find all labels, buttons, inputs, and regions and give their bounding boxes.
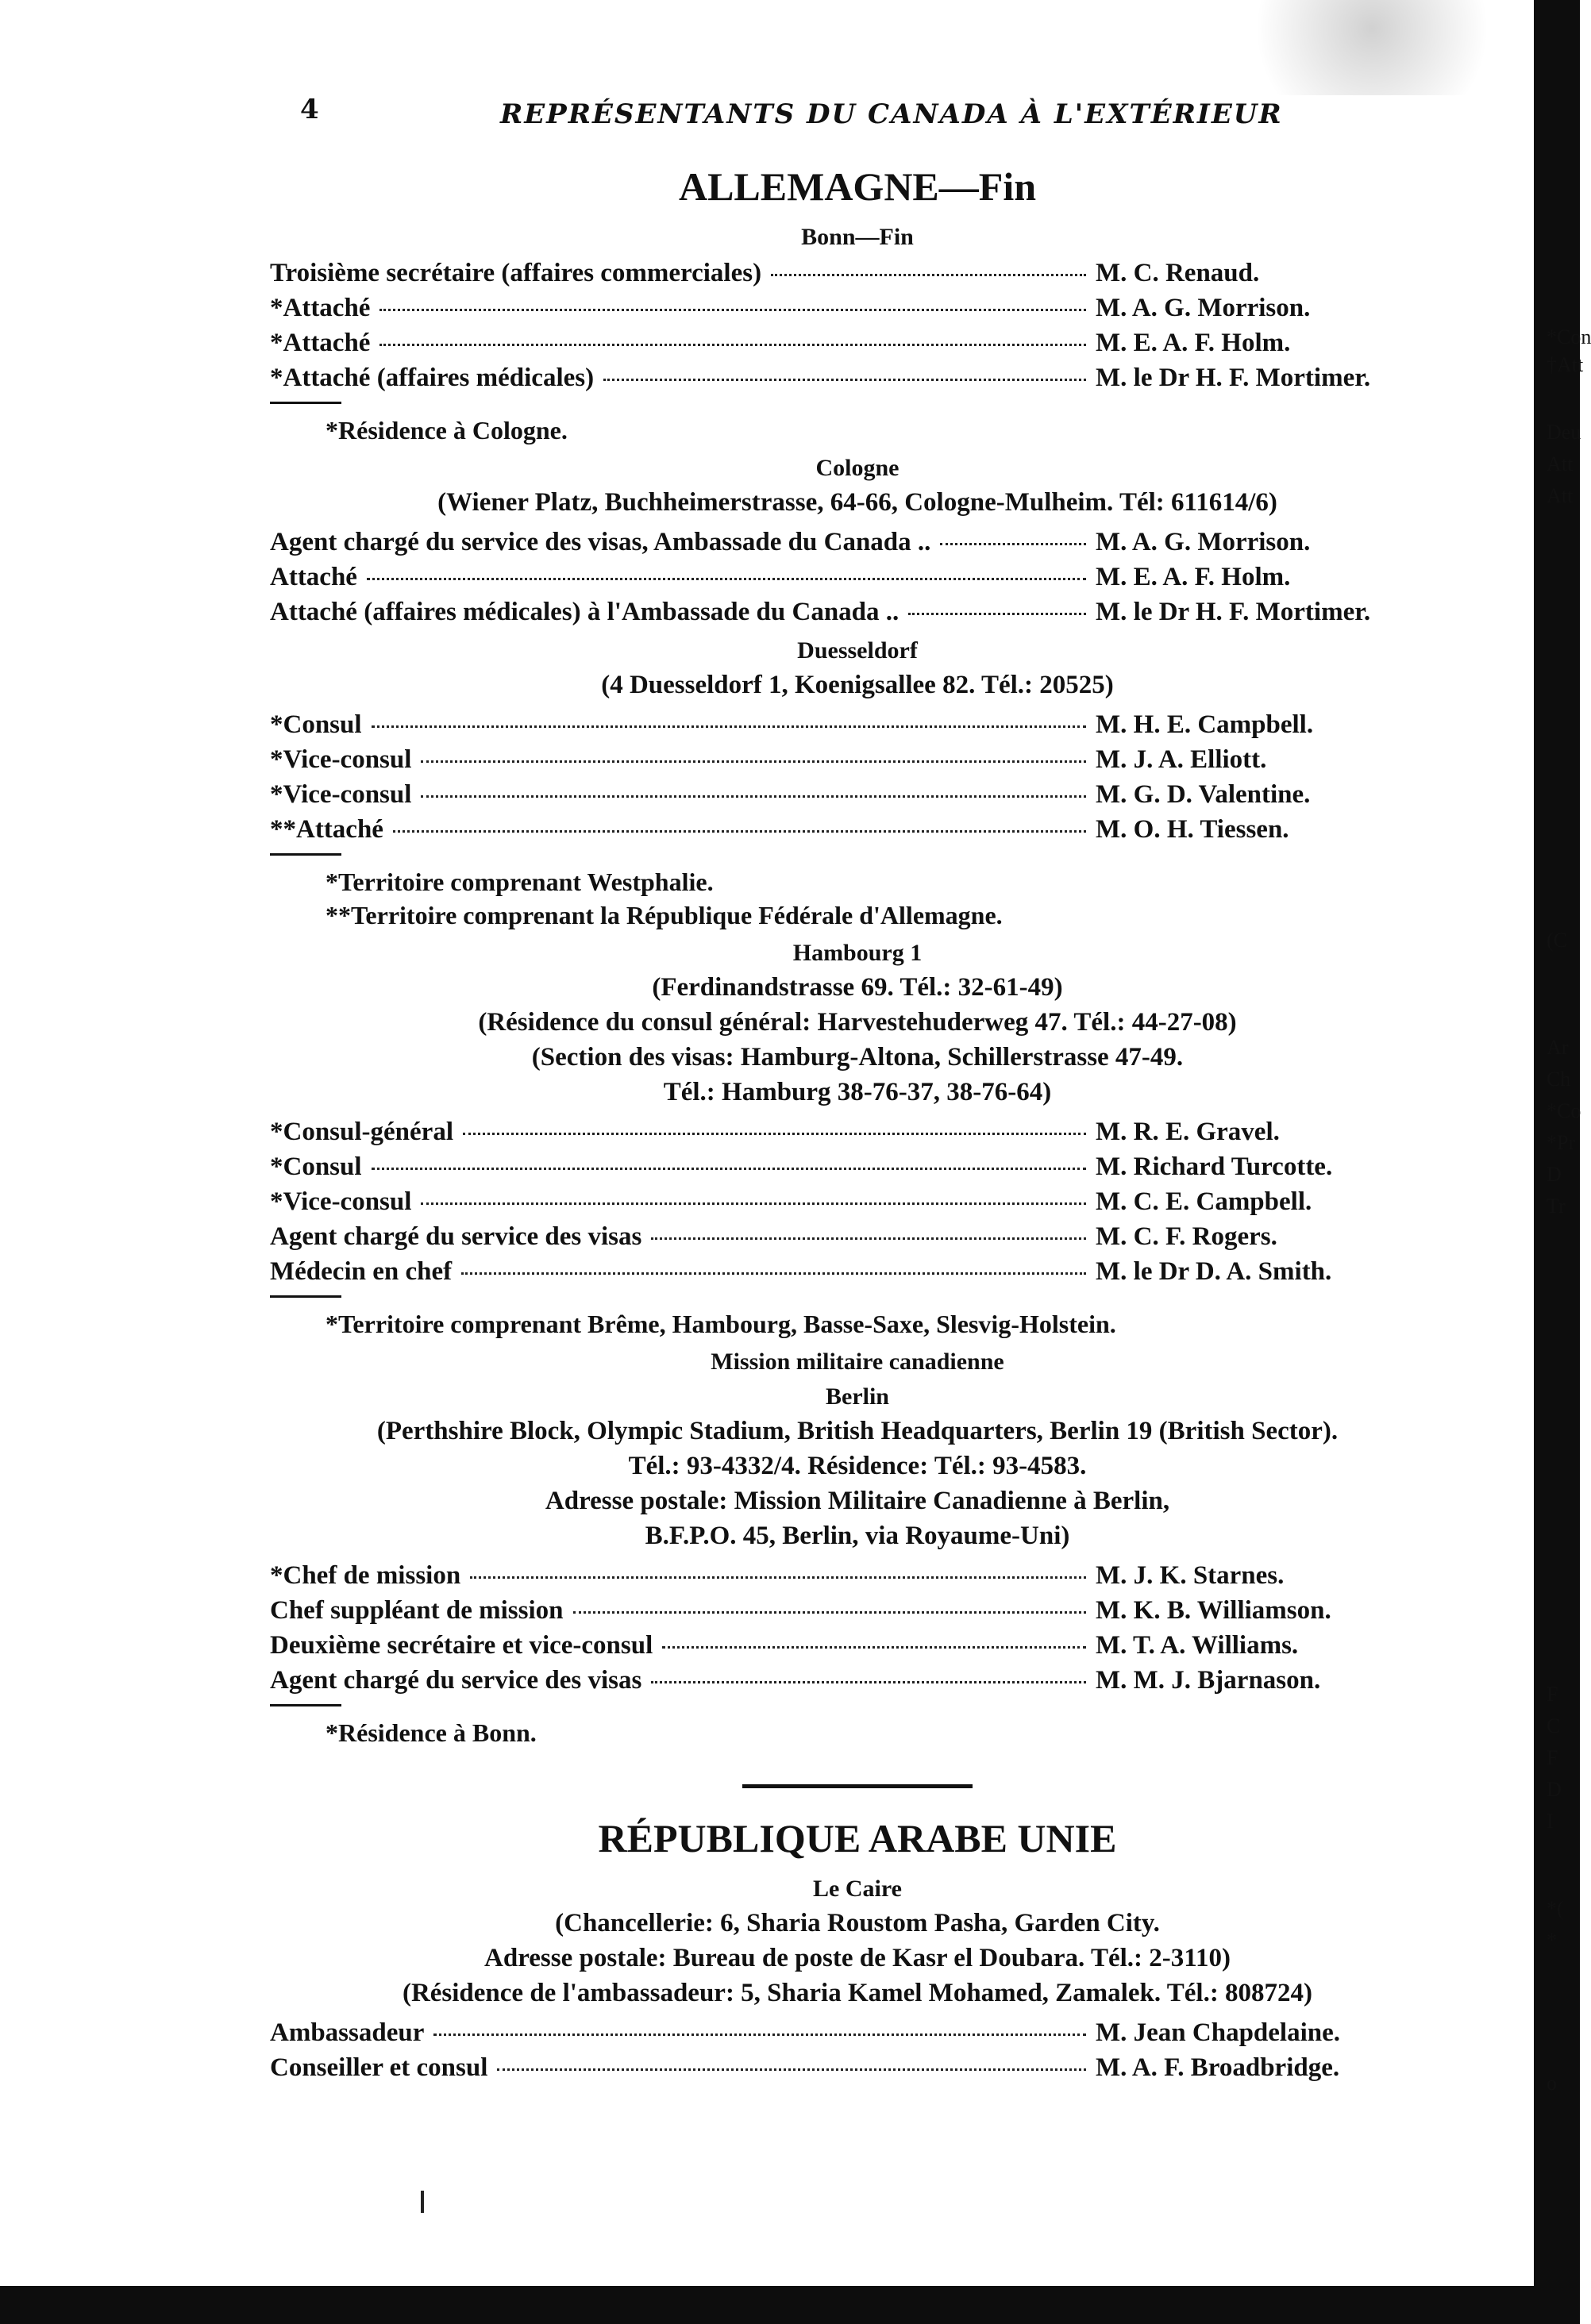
staff-name: M. J. A. Elliott. xyxy=(1096,745,1267,774)
staff-row xyxy=(270,2015,1445,2050)
next-page-fragment: * xyxy=(1547,1929,1557,1952)
staff-name: M. K. B. Williamson. xyxy=(1096,1596,1331,1625)
office-address-line: B.F.P.O. 45, Berlin, via Royaume-Uni) xyxy=(645,1522,1070,1550)
footnote: *Territoire comprenant Brême, Hambourg, Basse-Saxe, Slesvig-Holstein. xyxy=(326,1310,1116,1338)
office-address-line: (Wiener Platz, Buchheimerstrasse, 64-66, Cologne-Mulheim. Tél: 611614/6) xyxy=(437,488,1277,517)
dot-leader xyxy=(651,1237,1086,1240)
staff-title: *Vice-consul xyxy=(270,1187,412,1216)
staff-name: M. Richard Turcotte. xyxy=(1096,1152,1333,1181)
staff-title: Conseiller et consul xyxy=(270,2053,488,2082)
office-address-line: (Perthshire Block, Olympic Stadium, British Headquarters, Berlin 19 (British Sector). xyxy=(376,1417,1339,1445)
staff-name: M. le Dr H. F. Mortimer. xyxy=(1096,364,1371,392)
office-city: Cologne xyxy=(815,455,900,481)
staff-row xyxy=(270,256,1445,290)
staff-row xyxy=(270,560,1445,594)
staff-list xyxy=(270,1558,1445,1698)
staff-title: Agent chargé du service des visas xyxy=(270,1666,642,1695)
staff-title: *Attaché xyxy=(270,294,371,322)
staff-list xyxy=(270,525,1445,629)
dot-leader xyxy=(372,725,1086,728)
dot-leader xyxy=(940,543,1086,545)
dot-leader xyxy=(379,344,1086,346)
office-address-line: Tél.: 93-4332/4. Résidence: Tél.: 93-4583. xyxy=(628,1452,1087,1480)
staff-list xyxy=(270,2015,1445,2085)
dot-leader xyxy=(367,578,1086,580)
office-address-line: (Chancellerie: 6, Sharia Roustom Pasha, Garden City. xyxy=(555,1909,1160,1937)
dot-leader xyxy=(372,1168,1086,1170)
scan-speckle xyxy=(1191,0,1493,95)
staff-name: M. A. F. Broadbridge. xyxy=(1096,2053,1340,2082)
next-page-fragment: I xyxy=(1547,1810,1554,1833)
staff-row xyxy=(270,1593,1445,1628)
next-page-fragment: (C xyxy=(1547,929,1567,952)
staff-row xyxy=(270,525,1445,560)
office-address-line: Adresse postale: Bureau de poste de Kasr el Doubara. Tél.: 2-3110) xyxy=(484,1944,1231,1972)
staff-name: M. E. A. F. Holm. xyxy=(1096,329,1291,357)
staff-row xyxy=(270,1558,1445,1593)
next-page-fragment: C xyxy=(1547,1714,1561,1737)
footnote-rule xyxy=(270,402,341,404)
staff-row xyxy=(270,1663,1445,1698)
staff-name: M. A. G. Morrison. xyxy=(1096,294,1311,322)
staff-title: *Vice-consul xyxy=(270,780,412,809)
staff-row xyxy=(270,360,1445,395)
footnote: **Territoire comprenant la République Fédérale d'Allemagne. xyxy=(326,901,1003,929)
staff-row xyxy=(270,777,1445,812)
dot-leader xyxy=(908,613,1086,615)
next-page-fragment: o xyxy=(1547,2072,1557,2095)
staff-title: *Consul xyxy=(270,1152,362,1181)
country-heading: RÉPUBLIQUE ARABE UNIE xyxy=(598,1816,1117,1860)
next-page-fragment: Att xyxy=(1547,484,1574,507)
next-page-fragment: *Co xyxy=(1547,1099,1581,1122)
stray-ink-mark xyxy=(421,2191,424,2213)
staff-row xyxy=(270,1254,1445,1289)
office-address-line: (Ferdinandstrasse 69. Tél.: 32-61-49) xyxy=(652,973,1063,1002)
staff-name: M. Jean Chapdelaine. xyxy=(1096,2018,1341,2047)
staff-list xyxy=(270,707,1445,847)
dot-leader xyxy=(573,1611,1087,1614)
document-body xyxy=(270,159,1445,2088)
office-address-line: (Résidence du consul général: Harvestehuderweg 47. Tél.: 44-27-08) xyxy=(478,1008,1237,1037)
next-page-fragment: *Con xyxy=(1547,325,1591,348)
staff-list xyxy=(270,256,1445,395)
staff-row xyxy=(270,2050,1445,2085)
next-page-fragment: F xyxy=(1547,1746,1558,1769)
footnote: *Résidence à Bonn. xyxy=(326,1718,537,1747)
staff-name: M. A. G. Morrison. xyxy=(1096,528,1311,556)
section-divider xyxy=(742,1784,973,1788)
staff-row xyxy=(270,707,1445,742)
dot-leader xyxy=(379,309,1086,311)
next-page-fragment: Ar xyxy=(1547,1036,1569,1059)
dot-leader xyxy=(393,830,1086,833)
footnote: *Territoire comprenant Westphalie. xyxy=(326,868,714,896)
dot-leader xyxy=(433,2034,1086,2036)
dot-leader xyxy=(421,760,1086,763)
staff-title: Troisième secrétaire (affaires commerciales) xyxy=(270,259,762,287)
dot-leader xyxy=(771,274,1086,276)
dot-leader xyxy=(651,1681,1086,1683)
staff-row xyxy=(270,1184,1445,1219)
dot-leader xyxy=(662,1646,1086,1649)
office-address-line: (Résidence de l'ambassadeur: 5, Sharia Kamel Mohamed, Zamalek. Tél.: 808724) xyxy=(402,1979,1313,2007)
staff-title: Ambassadeur xyxy=(270,2018,425,2047)
dot-leader xyxy=(603,379,1086,381)
staff-name: M. T. A. Williams. xyxy=(1096,1631,1299,1660)
staff-title: Médecin en chef xyxy=(270,1257,453,1286)
next-page-fragment: Att xyxy=(1547,452,1574,475)
staff-name: M. C. E. Campbell. xyxy=(1096,1187,1312,1216)
next-page-fragment: D xyxy=(1547,1778,1562,1801)
running-header: REPRÉSENTANTS DU CANADA À L'EXTÉRIEUR xyxy=(500,98,1283,130)
staff-row xyxy=(270,1628,1445,1663)
staff-row xyxy=(270,594,1445,629)
next-page-fragment: Deu xyxy=(1547,421,1581,444)
staff-title: Agent chargé du service des visas xyxy=(270,1222,642,1251)
office-city: Mission militaire canadienne xyxy=(711,1349,1004,1375)
staff-name: M. O. H. Tiessen. xyxy=(1096,815,1289,844)
staff-title: Attaché xyxy=(270,563,357,591)
staff-title: *Vice-consul xyxy=(270,745,412,774)
country-heading: ALLEMAGNE—Fin xyxy=(678,164,1037,209)
office-address-line: (Section des visas: Hamburg-Altona, Schillerstrasse 47-49. xyxy=(531,1043,1184,1072)
staff-name: M. J. K. Starnes. xyxy=(1096,1561,1285,1590)
staff-title: Agent chargé du service des visas, Ambassade du Canada .. xyxy=(270,528,931,556)
dot-leader xyxy=(421,795,1086,798)
staff-name: M. M. J. Bjarnason. xyxy=(1096,1666,1321,1695)
staff-title: *Consul xyxy=(270,710,362,739)
staff-row xyxy=(270,1114,1445,1149)
next-page-fragment: †Att xyxy=(1547,353,1584,376)
staff-name: M. le Dr D. A. Smith. xyxy=(1096,1257,1332,1286)
next-page-fragment: Tr xyxy=(1547,1195,1566,1218)
page-number: 4 xyxy=(300,94,319,125)
staff-title: *Attaché xyxy=(270,329,371,357)
staff-title: *Attaché (affaires médicales) xyxy=(270,364,595,392)
staff-name: M. C. Renaud. xyxy=(1096,259,1260,287)
dot-leader xyxy=(463,1133,1086,1135)
footnote-rule xyxy=(270,1704,341,1706)
scan-bottom-edge xyxy=(0,2286,1580,2324)
staff-title: *Chef de mission xyxy=(270,1561,461,1590)
dot-leader xyxy=(470,1576,1086,1579)
staff-name: M. le Dr H. F. Mortimer. xyxy=(1096,598,1371,626)
next-page-fragment: *Pr xyxy=(1547,1131,1576,1154)
staff-name: M. G. D. Valentine. xyxy=(1096,780,1311,809)
footnote-rule xyxy=(270,853,341,856)
staff-title: Attaché (affaires médicales) à l'Ambassade du Canada .. xyxy=(270,598,900,626)
office-city: Bonn—Fin xyxy=(801,224,914,250)
office-address-line: Tél.: Hamburg 38-76-37, 38-76-64) xyxy=(663,1078,1052,1106)
staff-row xyxy=(270,325,1445,360)
office-address-line: (4 Duesseldorf 1, Koenigsallee 82. Tél.: 20525) xyxy=(601,671,1114,699)
staff-name: M. H. E. Campbell. xyxy=(1096,710,1314,739)
next-page-fragment: Ch xyxy=(1547,1068,1571,1091)
staff-title: Deuxième secrétaire et vice-consul xyxy=(270,1631,653,1660)
footnote-rule xyxy=(270,1295,341,1298)
staff-list xyxy=(270,1114,1445,1289)
staff-row xyxy=(270,290,1445,325)
staff-row xyxy=(270,1149,1445,1184)
next-page-fragment: D xyxy=(1547,1163,1562,1186)
staff-row xyxy=(270,742,1445,777)
staff-title: *Consul-général xyxy=(270,1118,453,1146)
office-city: Hambourg 1 xyxy=(792,940,923,966)
office-city: Le Caire xyxy=(813,1876,902,1902)
staff-row xyxy=(270,812,1445,847)
dot-leader xyxy=(421,1202,1086,1205)
next-page-fragment: F xyxy=(1547,1683,1558,1706)
office-city: Berlin xyxy=(826,1383,889,1410)
dot-leader xyxy=(461,1272,1086,1275)
dot-leader xyxy=(497,2068,1086,2071)
staff-row xyxy=(270,1219,1445,1254)
staff-title: **Attaché xyxy=(270,815,383,844)
office-address-line: Adresse postale: Mission Militaire Canadienne à Berlin, xyxy=(545,1487,1170,1515)
footnote: *Résidence à Cologne. xyxy=(326,416,568,444)
staff-name: M. R. E. Gravel. xyxy=(1096,1118,1280,1146)
staff-name: M. E. A. F. Holm. xyxy=(1096,563,1291,591)
next-page-fragment: *( xyxy=(1547,1897,1564,1920)
staff-name: M. C. F. Rogers. xyxy=(1096,1222,1277,1251)
staff-title: Chef suppléant de mission xyxy=(270,1596,564,1625)
office-city: Duesseldorf xyxy=(797,637,918,664)
